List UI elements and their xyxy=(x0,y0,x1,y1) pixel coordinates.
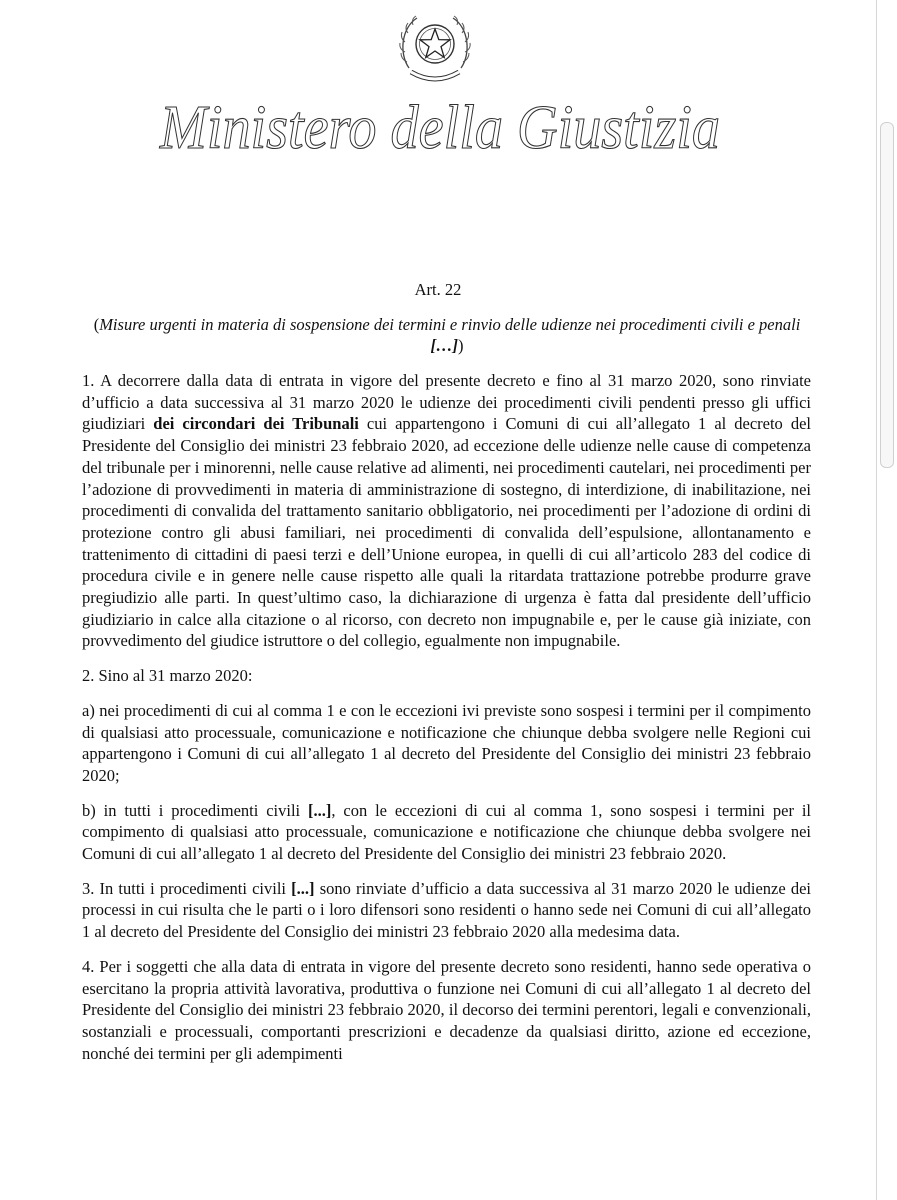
paragraph-4: 4. Per i soggetti che alla data di entrata in vigore del presente decreto sono residenti, hanno sede operativa o esercitano la propria attività lavorativa, produttiva o funzione nei Comuni di cui all’allegato 1 al decreto del Presidente del Consiglio dei ministri 23 febbraio 2020, il decorso dei termini perentori, legali e convenzionali, sostanziali e processuali, comportanti prescrizioni e decadenze da qualsiasi diritto, azione ed eccezione, nonché dei termini per gli adempimenti xyxy=(82,956,811,1063)
paragraph-2a: a) nei procedimenti di cui al comma 1 e con le eccezioni ivi previste sono sospesi i termini per il compimento di qualsiasi atto processuale, comunicazione e notificazione che chiunque debba svolgere nelle Regioni cui appartengono i Comuni di cui all’allegato 1 al decreto del Presidente del Consiglio dei ministri 23 febbraio 2020; xyxy=(82,700,811,785)
scrollbar-handle[interactable] xyxy=(880,122,894,468)
paragraph-1 xyxy=(82,370,811,652)
italian-republic-emblem-icon xyxy=(395,6,475,90)
paragraph-2: 2. Sino al 31 marzo 2020: xyxy=(82,666,253,686)
subtitle-omission-mark: […] xyxy=(430,336,458,355)
paragraph-3-text-b: sono rinviate d’ufficio a data successiva al 31 marzo 2020 le udienze dei processi in cui risulta che le parti o i loro difensori sono residenti o hanno sede nei Comuni di cui all’allegato 1 al decreto del Presidente del Consiglio dei ministri 23 febbraio 2020 alla medesima data. xyxy=(82,878,811,942)
ministry-name-text: Ministero della Giustizia xyxy=(159,94,721,162)
paragraph-3-text-a: 3. In tutti i procedimenti civili xyxy=(82,878,292,898)
paragraph-2b xyxy=(82,800,811,865)
paragraph-2b-bold: [...] xyxy=(308,800,332,820)
subtitle-open-paren: ( xyxy=(93,315,100,334)
paragraph-1-text-b: cui appartengono i Comuni di cui all’allegato 1 al decreto del Presidente del Consiglio dei ministri 23 febbraio 2020, ad eccezione delle udienze nelle cause di competenza del tribunale per i minorenni, nelle cause relative ad alimenti, nei procedimenti cautelari, nei procedimenti per l’adozione di provvedimenti in materia di amministrazione di sostegno, di interdizione, di inabilitazione, nei procedimenti di convalida del trattamento sanitario obbligatorio, nei procedimenti per l’adozione di ordini di protezione contro gli abusi familiari, nei procedimenti di convalida dell’espulsione, allontanamento e trattenimento di cittadini di paesi terzi e dell’Unione europea, in quelli di cui all’articolo 283 del codice di procedura civile e in genere nelle cause rispetto alle quali la ritardata trattazione potrebbe produrre grave pregiudizio alle parti. In quest’ultimo caso, la dichiarazione di urgenza è fatta dal presidente dell’ufficio giudiziario in calce alla citazione o al ricorso, con decreto non impugnabile e, per le cause già iniziate, con provvedimento del giudice istruttore o del collegio, egualmente non impugnabile. xyxy=(82,414,811,651)
article-subtitle xyxy=(82,314,812,356)
page-edge-divider xyxy=(876,0,877,1200)
paragraph-3-bold: [...] xyxy=(291,878,315,898)
paragraph-3 xyxy=(82,878,811,943)
paragraph-2b-text-a: b) in tutti i procedimenti civili xyxy=(82,800,308,820)
paragraph-2b-text-b: , con le eccezioni di cui al comma 1, sono sospesi i termini per il compimento di qualsiasi atto processuale, comunicazione e notificazione che chiunque debba svolgere nei Comuni di cui all’allegato 1 al decreto del Presidente del Consiglio dei ministri 23 febbraio 2020. xyxy=(82,800,811,864)
subtitle-close-paren: ) xyxy=(458,336,464,355)
paragraph-1-bold: dei circondari dei Tribunali xyxy=(153,414,359,434)
paragraph-1-text-a: 1. A decorrere dalla data di entrata in vigore del presente decreto e fino al 31 marzo 2020, sono rinviate d’ufficio a data successiva al 31 marzo 2020 le udienze dei procedimenti civili pendenti presso gli uffici giudiziari xyxy=(82,371,811,434)
ministry-logotype xyxy=(150,88,730,168)
subtitle-italic-text: Misure urgenti in materia di sospensione dei termini e rinvio delle udienze nei procedimenti civili e penali xyxy=(99,315,801,334)
article-title: Art. 22 xyxy=(414,280,462,299)
article-body xyxy=(82,370,811,1077)
